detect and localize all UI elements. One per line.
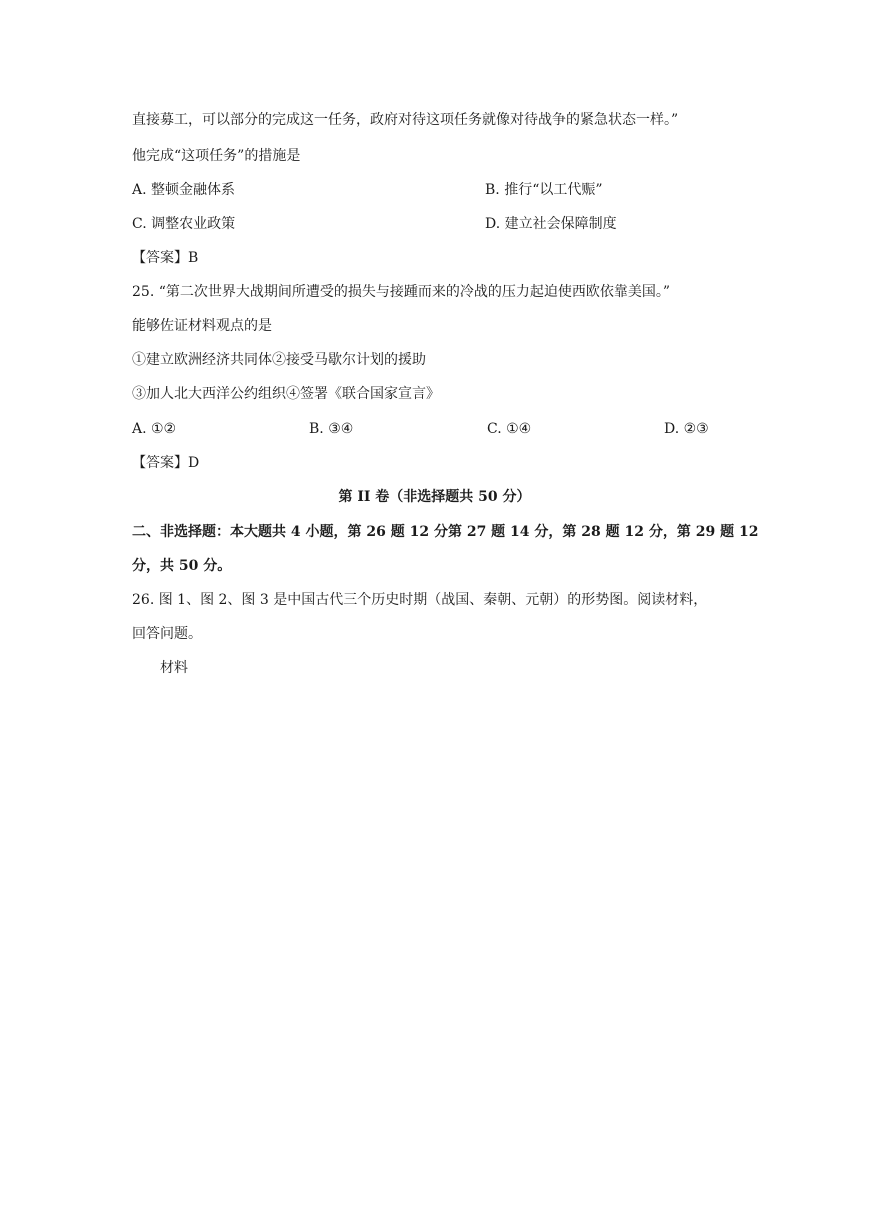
q26-stem-line-1: 26. 图 1、图 2、图 3 是中国古代三个历史时期（战国、秦朝、元朝）的形势图。阅读材料，	[132, 592, 708, 608]
q24-option-a: A. 整顿金融体系	[132, 182, 236, 198]
q25-option-c: C. ①④	[487, 421, 532, 437]
q25-items-line-2: ③加人北大西洋公约组织④签署《联合国家宣言》	[132, 386, 440, 402]
q25-question: 能够佐证材料观点的是	[132, 318, 272, 334]
q25-items-line-1: ①建立欧洲经济共同体②接受马歇尔计划的援助	[132, 352, 426, 368]
q24-option-c: C. 调整农业政策	[132, 216, 236, 232]
q24-option-d: D. 建立社会保障制度	[485, 216, 617, 232]
q24-question: 他完成“这项任务”的措施是	[132, 148, 301, 164]
q25-option-a: A. ①②	[132, 421, 177, 437]
section-title: 第 II 卷（非选择题共 50 分）	[338, 489, 531, 505]
section-heading-line-2: 分，共 50 分。	[132, 558, 232, 574]
q25-answer: 【答案】D	[132, 455, 200, 471]
q25-option-d: D. ②③	[664, 421, 709, 437]
q26-stem-line-2: 回答问题。	[132, 626, 202, 642]
q26-material-label: 材料	[160, 660, 188, 676]
q24-stem-tail: 直接募工，可以部分的完成这一任务，政府对待这项任务就像对待战争的紧急状态一样。”	[132, 112, 679, 128]
q24-answer: 【答案】B	[132, 250, 199, 266]
q25-option-b: B. ③④	[309, 421, 354, 437]
q24-option-b: B. 推行“以工代赈”	[485, 182, 603, 198]
q25-stem: 25. “第二次世界大战期间所遭受的损失与接踵而来的冷战的压力起迫使西欧依靠美国。”	[132, 284, 671, 300]
section-heading-line-1: 二、非选择题：本大题共 4 小题，第 26 题 12 分第 27 题 14 分，第 28 题 12 分，第 29 题 12	[132, 524, 759, 540]
